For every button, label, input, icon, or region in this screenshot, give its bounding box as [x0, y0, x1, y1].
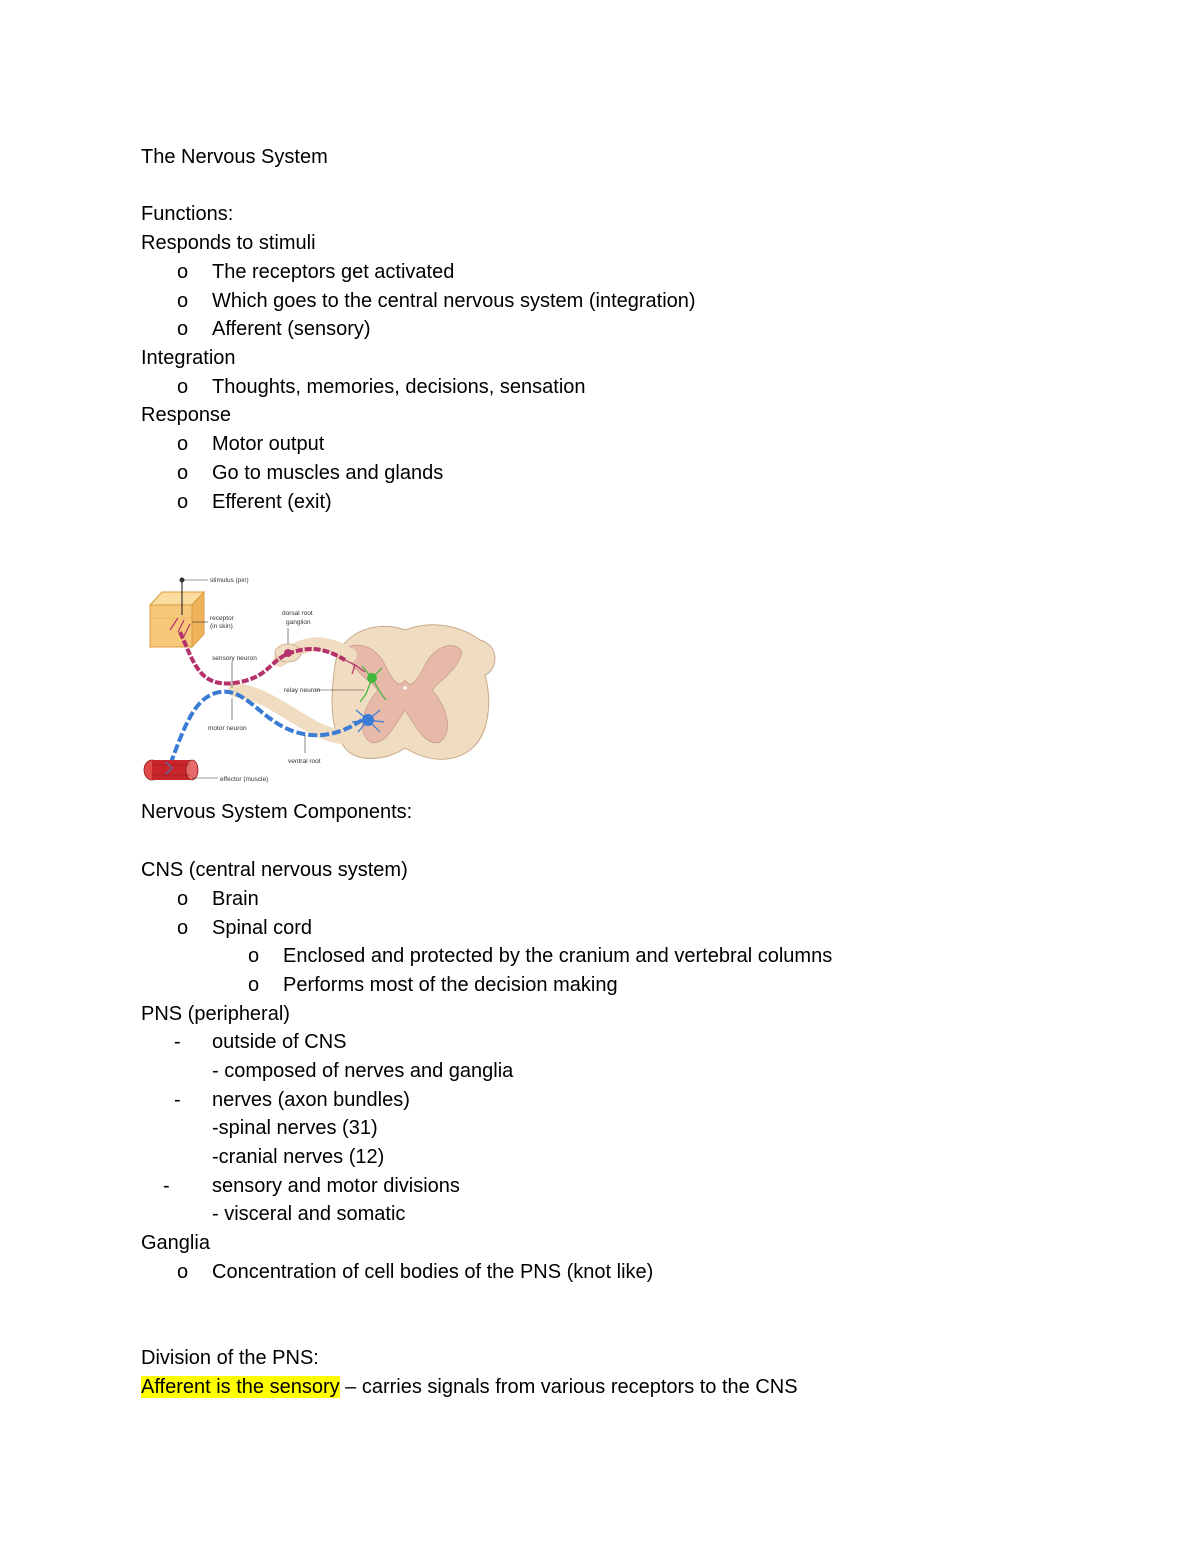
ganglia-heading: Ganglia [141, 1232, 210, 1254]
label-sensory-neuron: sensory neuron [212, 655, 257, 662]
circle-bullet-icon: o [177, 917, 189, 939]
reflex-arc-illustration [140, 570, 500, 792]
dash-bullet-icon: - [174, 1089, 181, 1111]
list-item: Afferent (sensory) [212, 318, 371, 340]
circle-bullet-icon: o [248, 974, 260, 996]
list-item: - composed of nerves and ganglia [212, 1060, 514, 1082]
afferent-line [141, 1375, 798, 1399]
list-item: -cranial nerves (12) [212, 1146, 385, 1168]
circle-bullet-icon: o [177, 290, 189, 312]
reflex-arc-figure [140, 570, 500, 792]
list-item: sensory and motor divisions [212, 1175, 460, 1197]
circle-bullet-icon: o [177, 376, 189, 398]
label-receptor-sub: (in skin) [210, 623, 233, 630]
label-dorsal-root: dorsal root [282, 610, 313, 617]
circle-bullet-icon: o [177, 433, 189, 455]
muscle-effector [144, 760, 198, 780]
list-item: -spinal nerves (31) [212, 1117, 378, 1139]
dash-bullet-icon: - [174, 1031, 181, 1053]
list-item: Concentration of cell bodies of the PNS (knot like) [212, 1261, 654, 1283]
page-title: The Nervous System [141, 146, 328, 168]
cns-heading: CNS (central nervous system) [141, 859, 408, 881]
list-item: Enclosed and protected by the cranium and vertebral columns [283, 945, 833, 967]
list-item: Efferent (exit) [212, 491, 332, 513]
list-item: - visceral and somatic [212, 1203, 406, 1225]
highlighted-text: Afferent is the sensory [141, 1376, 340, 1398]
list-item: Motor output [212, 433, 325, 455]
list-item: The receptors get activated [212, 261, 455, 283]
list-item: Performs most of the decision making [283, 974, 618, 996]
response-heading: Response [141, 404, 232, 426]
responds-heading: Responds to stimuli [141, 232, 316, 254]
label-ventral-root: ventral root [288, 758, 321, 765]
list-item: Spinal cord [212, 917, 313, 939]
functions-heading: Functions: [141, 203, 234, 225]
label-stimulus: stimulus (pin) [210, 577, 249, 584]
circle-bullet-icon: o [248, 945, 260, 967]
circle-bullet-icon: o [177, 888, 189, 910]
afferent-description: – carries signals from various receptors to the CNS [339, 1376, 798, 1398]
pns-heading: PNS (peripheral) [141, 1003, 290, 1025]
components-heading: Nervous System Components: [141, 801, 413, 823]
list-item: Go to muscles and glands [212, 462, 444, 484]
list-item: nerves (axon bundles) [212, 1089, 410, 1111]
circle-bullet-icon: o [177, 1261, 189, 1283]
list-item: Thoughts, memories, decisions, sensation [212, 376, 586, 398]
integration-heading: Integration [141, 347, 236, 369]
label-relay-neuron: relay neuron [284, 687, 321, 694]
circle-bullet-icon: o [177, 261, 189, 283]
list-item: Which goes to the central nervous system (integration) [212, 290, 696, 312]
label-dorsal-root-sub: ganglion [286, 619, 311, 626]
list-item: outside of CNS [212, 1031, 347, 1053]
list-item: Brain [212, 888, 259, 910]
circle-bullet-icon: o [177, 462, 189, 484]
circle-bullet-icon: o [177, 318, 189, 340]
circle-bullet-icon: o [177, 491, 189, 513]
division-heading: Division of the PNS: [141, 1347, 319, 1369]
label-receptor: receptor [210, 615, 234, 622]
dash-bullet-icon: - [163, 1175, 170, 1197]
label-effector: effector (muscle) [220, 776, 269, 783]
label-motor-neuron: motor neuron [208, 725, 247, 732]
